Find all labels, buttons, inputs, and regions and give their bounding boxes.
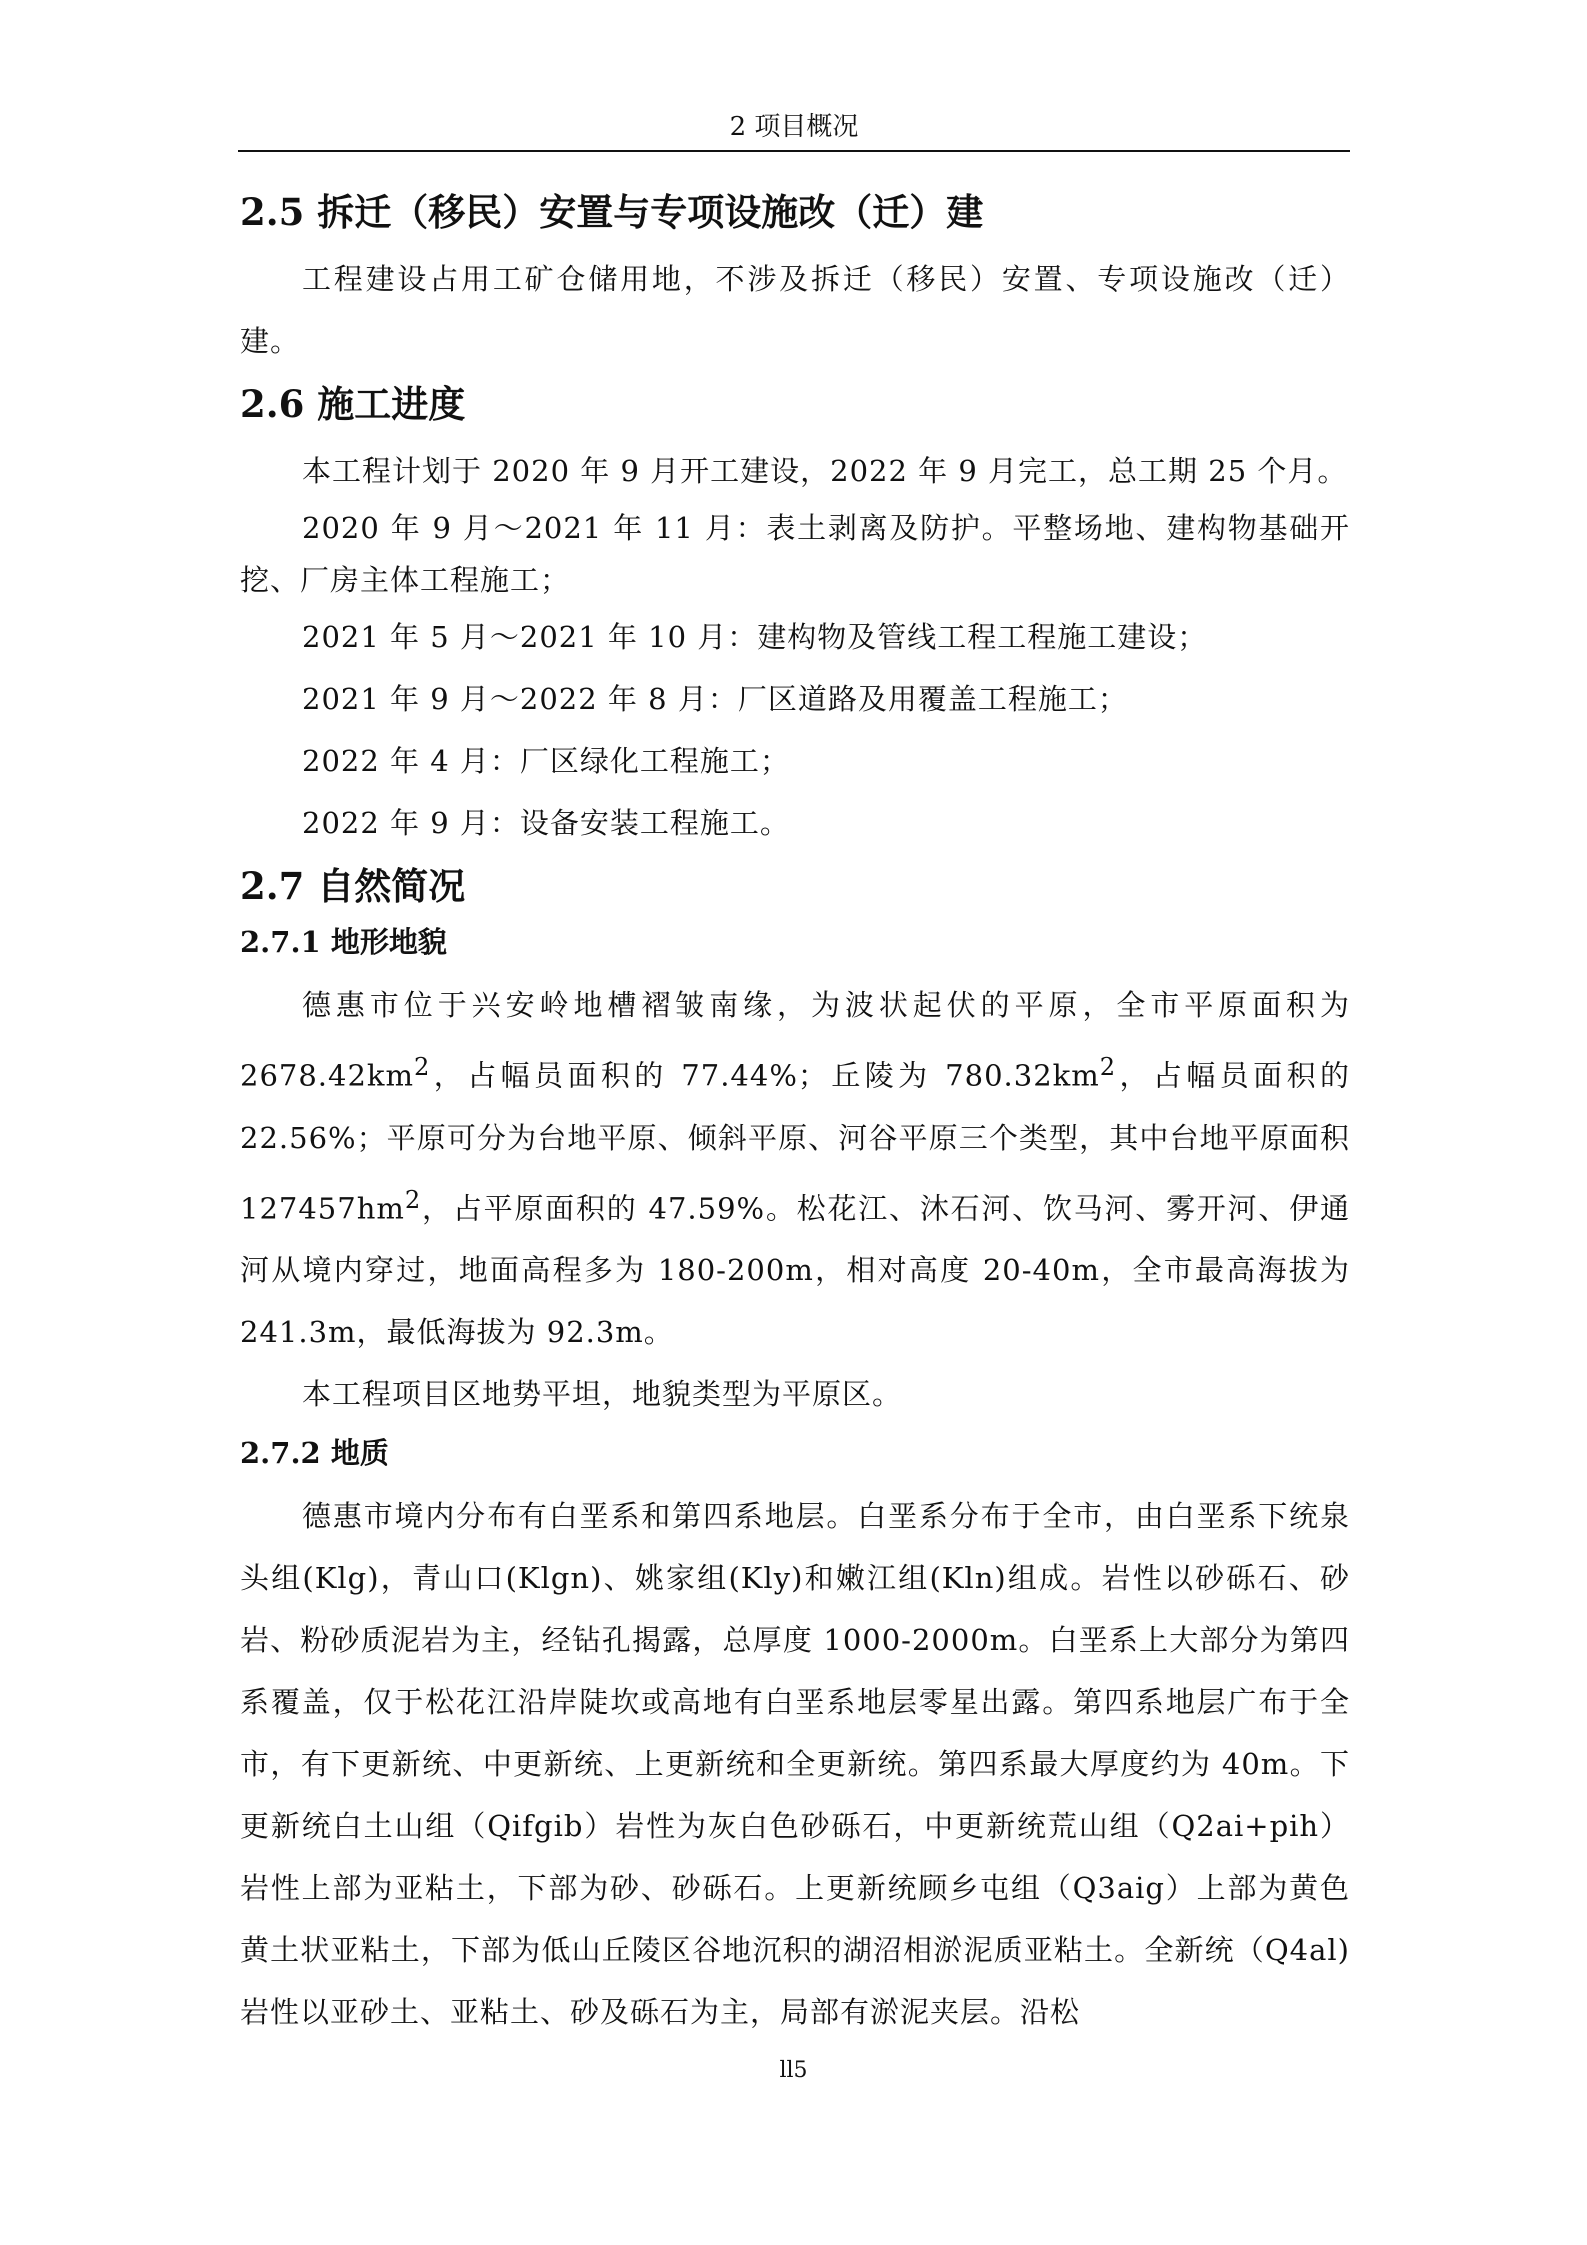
heading-2-7: 2.7 自然简况 bbox=[240, 864, 466, 908]
paragraph: 本工程计划于 2020 年 9 月开工建设，2022 年 9 月完工，总工期 25 个月。 bbox=[302, 454, 1348, 488]
header-rule bbox=[238, 150, 1350, 152]
paragraph-terrain: 德惠市位于兴安岭地槽褶皱南缘，为波状起伏的平原，全市平原面积为 $2678.42km^2$，占幅员面积的 77.44%；丘陵为 $780.32km^2$，占幅员面积的 22.56%；平原可分为台地平原、倾斜平原、河谷平原三个类型，其中台地平原面积 $127457hm^2$，占平原面积的 47.59%。松花江、沐石河、饮马河、雾开河、伊通河从境内穿过，地面高程多为 180-200m，相对高度 20-40m，全市最高海拔为 241.3m，最低海拔为 92.3m。 bbox=[240, 988, 1350, 1350]
paragraph: 2022 年 4 月：厂区绿化工程施工； bbox=[302, 744, 790, 778]
paragraph-geology: 德惠市境内分布有白垩系和第四系地层。白垩系分布于全市，由白垩系下统泉头组(Klg)，青山口(Klgn)、姚家组(Kly)和嫩江组(Kln)组成。岩性以砂砾石、砂岩、粉砂质泥岩为主，经钻孔揭露，总厚度 1000-2000m。白垩系上大部分为第四系覆盖，仅于松花江沿岸陡坎或高地有白垩系地层零星出露。第四系地层广布于全市，有下更新统、中更新统、上更新统和全更新统。第四系最大厚度约为 40m。下更新统白土山组（Qifgib）岩性为灰白色砂砾石，中更新统荒山组（Q2ai+pih）岩性上部为亚粘土，下部为砂、砂砾石。上更新统顾乡屯组（Q3aig）上部为黄色黄土状亚粘土，下部为低山丘陵区谷地沉积的湖沼相淤泥质亚粘土。全新统（Q4al)岩性以亚砂土、亚粘土、砂及砾石为主，局部有淤泥夹层。沿松 bbox=[240, 1499, 1350, 2030]
heading-2-6: 2.6 施工进度 bbox=[240, 382, 466, 426]
page-number: ll5 bbox=[779, 2058, 808, 2083]
paragraph: 工程建设占用工矿仓储用地，不涉及拆迁（移民）安置、专项设施改（迁）建。 bbox=[240, 262, 1350, 358]
heading-2-7-2: 2.7.2 地质 bbox=[240, 1436, 389, 1471]
heading-2-5: 2.5 拆迁（移民）安置与专项设施改（迁）建 bbox=[240, 190, 984, 234]
paragraph: 2020 年 9 月～2021 年 11 月：表土剥离及防护。平整场地、建构物基础开挖、厂房主体工程施工； bbox=[240, 511, 1350, 597]
page-content bbox=[240, 188, 1350, 2043]
paragraph: 2021 年 9 月～2022 年 8 月：厂区道路及用覆盖工程施工； bbox=[302, 682, 1128, 716]
running-header: 2 项目概况 bbox=[729, 112, 859, 142]
paragraph: 2021 年 5 月～2021 年 10 月：建构物及管线工程工程施工建设； bbox=[302, 620, 1208, 654]
paragraph: 本工程项目区地势平坦，地貌类型为平原区。 bbox=[302, 1377, 903, 1412]
heading-2-7-1: 2.7.1 地形地貌 bbox=[240, 925, 447, 959]
paragraph: 2022 年 9 月：设备安装工程施工。 bbox=[302, 806, 790, 840]
